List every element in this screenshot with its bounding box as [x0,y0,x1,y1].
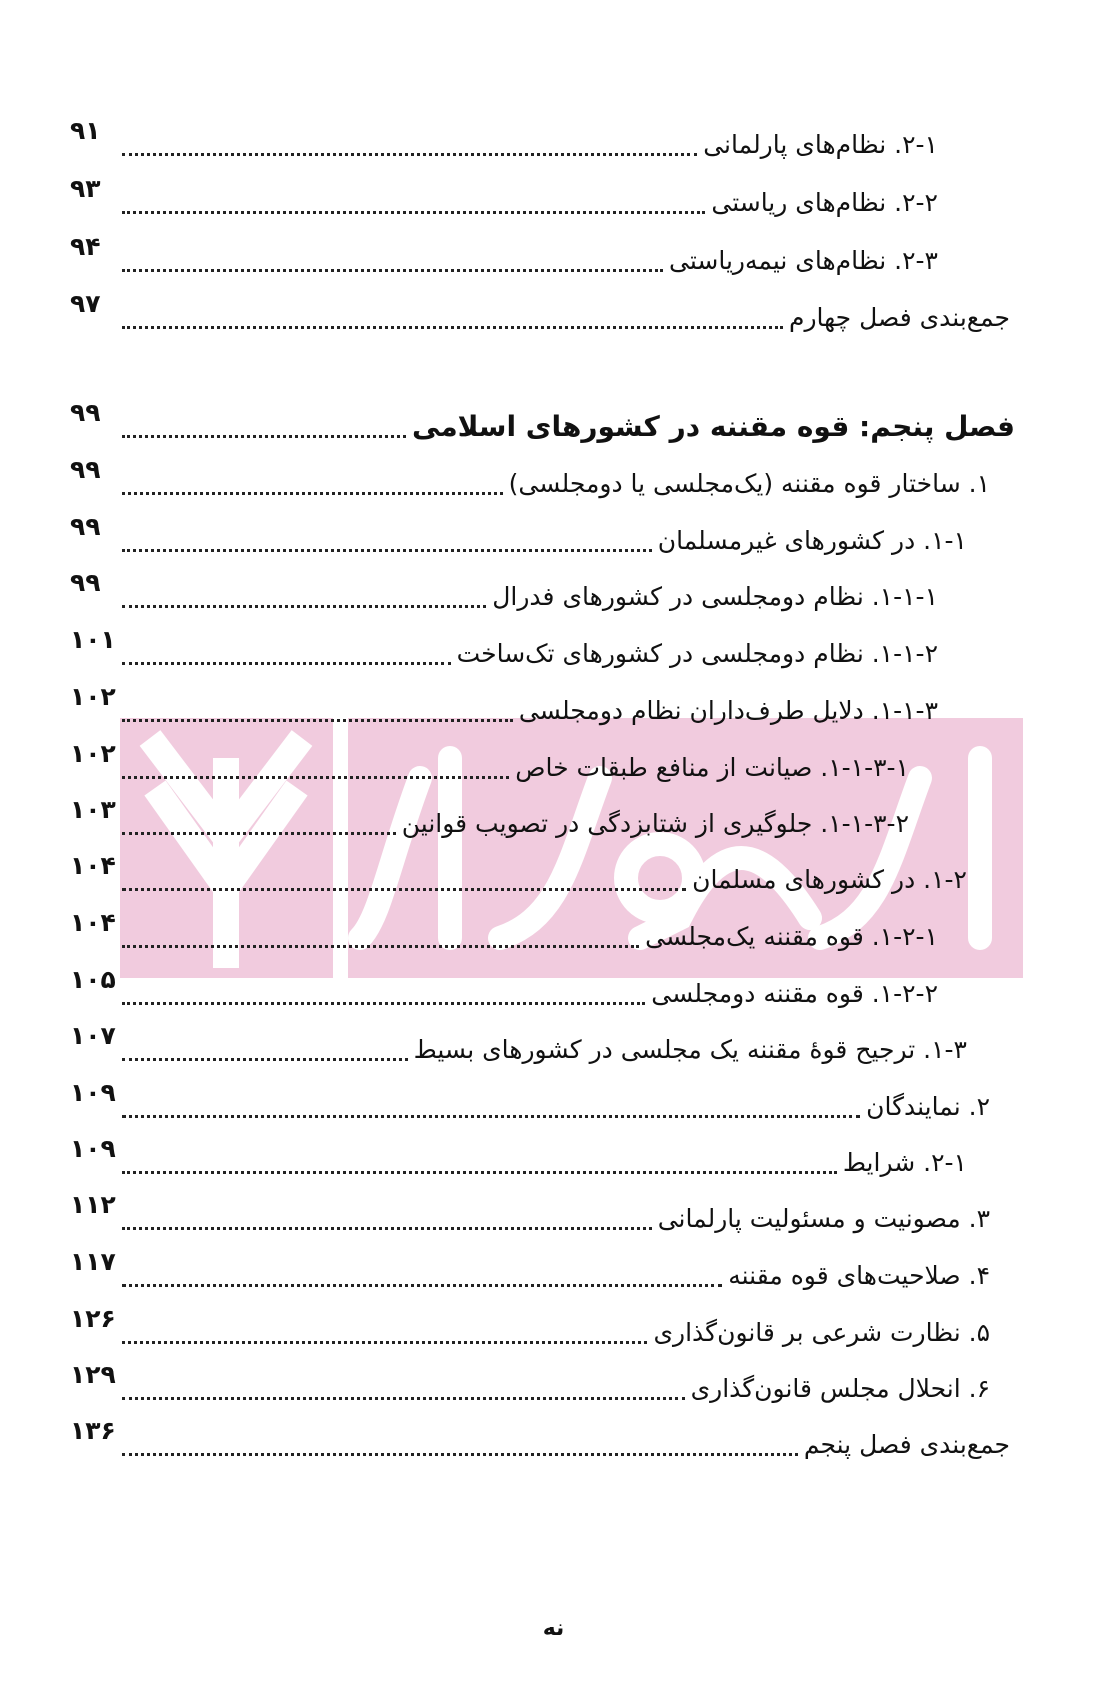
dot-leader [122,153,697,156]
toc-entry-label: ۱-۲. در کشورهای مسلمان [692,865,967,894]
toc-page-number: ۱۲۶ [70,1304,116,1333]
toc-page-number: ۱۱۲ [70,1190,116,1219]
toc-entry-label: ۲-۱. شرایط [842,1148,967,1177]
toc-entry-chapter4-summary[interactable] [70,291,1010,345]
page-folio: نه [542,1616,565,1641]
dot-leader [122,269,663,272]
toc-page-number: ۹۴ [70,232,101,261]
toc-entry-label: ۱. ساختار قوه مقننه (یک‌مجلسی یا دومجلسی) [508,469,990,498]
toc-entry-label: ۱-۱-۱. نظام دومجلسی در کشورهای فدرال [492,582,938,611]
toc-page-number: ۹۷ [70,289,101,318]
toc-entry-label: ۲-۲. نظام‌های ریاستی [711,188,938,217]
dot-leader [122,326,783,329]
dot-leader [122,662,451,665]
toc-page-number: ۹۳ [70,174,101,203]
dot-leader [122,1227,652,1230]
toc-page-number: ۹۱ [70,116,101,145]
toc-entry-label: ۱-۲-۲. قوه مقننه دومجلسی [651,979,938,1008]
toc-page-number: ۱۳۶ [70,1416,116,1445]
toc-page-number: ۱۰۴ [70,851,116,880]
toc-page-number: ۱۱۷ [70,1247,116,1276]
toc-entry-label: جمع‌بندی فصل پنجم [803,1430,1010,1459]
toc-entry-label: ۱-۱-۳. دلایل طرف‌داران نظام دومجلسی [518,696,938,725]
toc-entry-1-1-3[interactable] [70,684,938,738]
toc-entry-label: ۲-۱. نظام‌های پارلمانی [703,130,938,159]
dot-leader [122,1397,685,1400]
dot-leader [122,211,705,214]
dot-leader [122,888,686,891]
toc-entry-label: ۱-۱-۳-۱. صیانت از منافع طبقات خاص [515,753,909,782]
chapter-title: فصل پنجم: قوه مقننه در کشورهای اسلامی [411,410,1015,443]
toc-entry-1-2[interactable] [70,853,967,907]
dot-leader [122,492,503,495]
dot-leader [122,1341,647,1344]
toc-entry-label: ۱-۳. ترجیح قوهٔ مقننه یک مجلسی در کشورهای بسیط [413,1035,967,1064]
toc-page-number: ۹۹ [70,398,101,427]
toc-entry-2-1[interactable] [70,118,938,172]
toc-entry-1-1-2[interactable] [70,627,938,681]
toc-page-number: ۹۹ [70,568,101,597]
toc-entry-6[interactable] [70,1362,990,1416]
dot-leader [122,549,652,552]
dot-leader [122,719,513,722]
toc-page-number: ۱۰۹ [70,1134,116,1163]
toc-entry-2-2[interactable] [70,176,938,230]
toc-entry-2-1-conditions[interactable] [70,1136,967,1190]
toc-page-number: ۱۰۲ [70,682,116,711]
toc-entry-1-2-1[interactable] [70,910,938,964]
toc-page-number: ۱۰۹ [70,1078,116,1107]
toc-entry-label: ۲. نمایندگان [866,1092,990,1121]
toc-entry-1-1-3-1[interactable] [70,741,909,795]
toc-entry-label: جمع‌بندی فصل چهارم [788,303,1010,332]
toc-entry-chapter5[interactable] [70,400,1015,454]
toc-entry-label: ۱-۲-۱. قوه مقننه یک‌مجلسی [645,922,938,951]
dot-leader [122,1058,408,1061]
toc-page-number: ۱۰۱ [70,625,116,654]
toc-page-number: ۱۰۲ [70,739,116,768]
dot-leader [122,1171,837,1174]
toc-entry-1-2-2[interactable] [70,967,938,1021]
dot-leader [122,1453,798,1456]
toc-entry-chapter5-summary[interactable] [70,1418,1010,1472]
toc-entry-5[interactable] [70,1306,990,1360]
toc-entry-1-1-3-2[interactable] [70,797,909,851]
toc-entry-2[interactable] [70,1080,990,1134]
toc-page-number: ۱۰۴ [70,908,116,937]
dot-leader [122,1284,722,1287]
dot-leader [122,435,406,438]
toc-entry-label: ۳. مصونیت و مسئولیت پارلمانی [657,1204,990,1233]
toc-page-number: ۱۰۵ [70,965,116,994]
toc-entry-label: ۱-۱. در کشورهای غیرمسلمان [657,526,967,555]
toc-entry-1-1[interactable] [70,514,967,568]
toc-page-number: ۱۰۷ [70,1021,116,1050]
toc-page-number: ۱۲۹ [70,1360,116,1389]
toc-entry-1[interactable] [70,457,990,511]
toc-entry-label: ۱-۱-۳-۲. جلوگیری از شتابزدگی در تصویب قوانین [401,809,909,838]
dot-leader [122,605,486,608]
toc-entry-2-3[interactable] [70,234,938,288]
toc-page-number: ۹۹ [70,455,101,484]
toc-entry-label: ۲-۳. نظام‌های نیمه‌ریاستی [669,246,938,275]
dot-leader [122,832,396,835]
toc-entry-label: ۱-۱-۲. نظام دومجلسی در کشورهای تک‌ساخت [456,639,938,668]
toc-page-number: ۱۰۳ [70,795,116,824]
toc-entry-3[interactable] [70,1192,990,1246]
dot-leader [122,1115,860,1118]
toc-entry-label: ۶. انحلال مجلس قانون‌گذاری [690,1374,990,1403]
toc-entry-4[interactable] [70,1249,990,1303]
toc-entry-label: ۵. نظارت شرعی بر قانون‌گذاری [653,1318,990,1347]
toc-page-number: ۹۹ [70,512,101,541]
toc-entry-1-1-1[interactable] [70,570,938,624]
dot-leader [122,776,509,779]
toc-entry-1-3[interactable] [70,1023,967,1077]
dot-leader [122,1002,645,1005]
dot-leader [122,945,639,948]
toc-entry-label: ۴. صلاحیت‌های قوه مقننه [728,1261,990,1290]
